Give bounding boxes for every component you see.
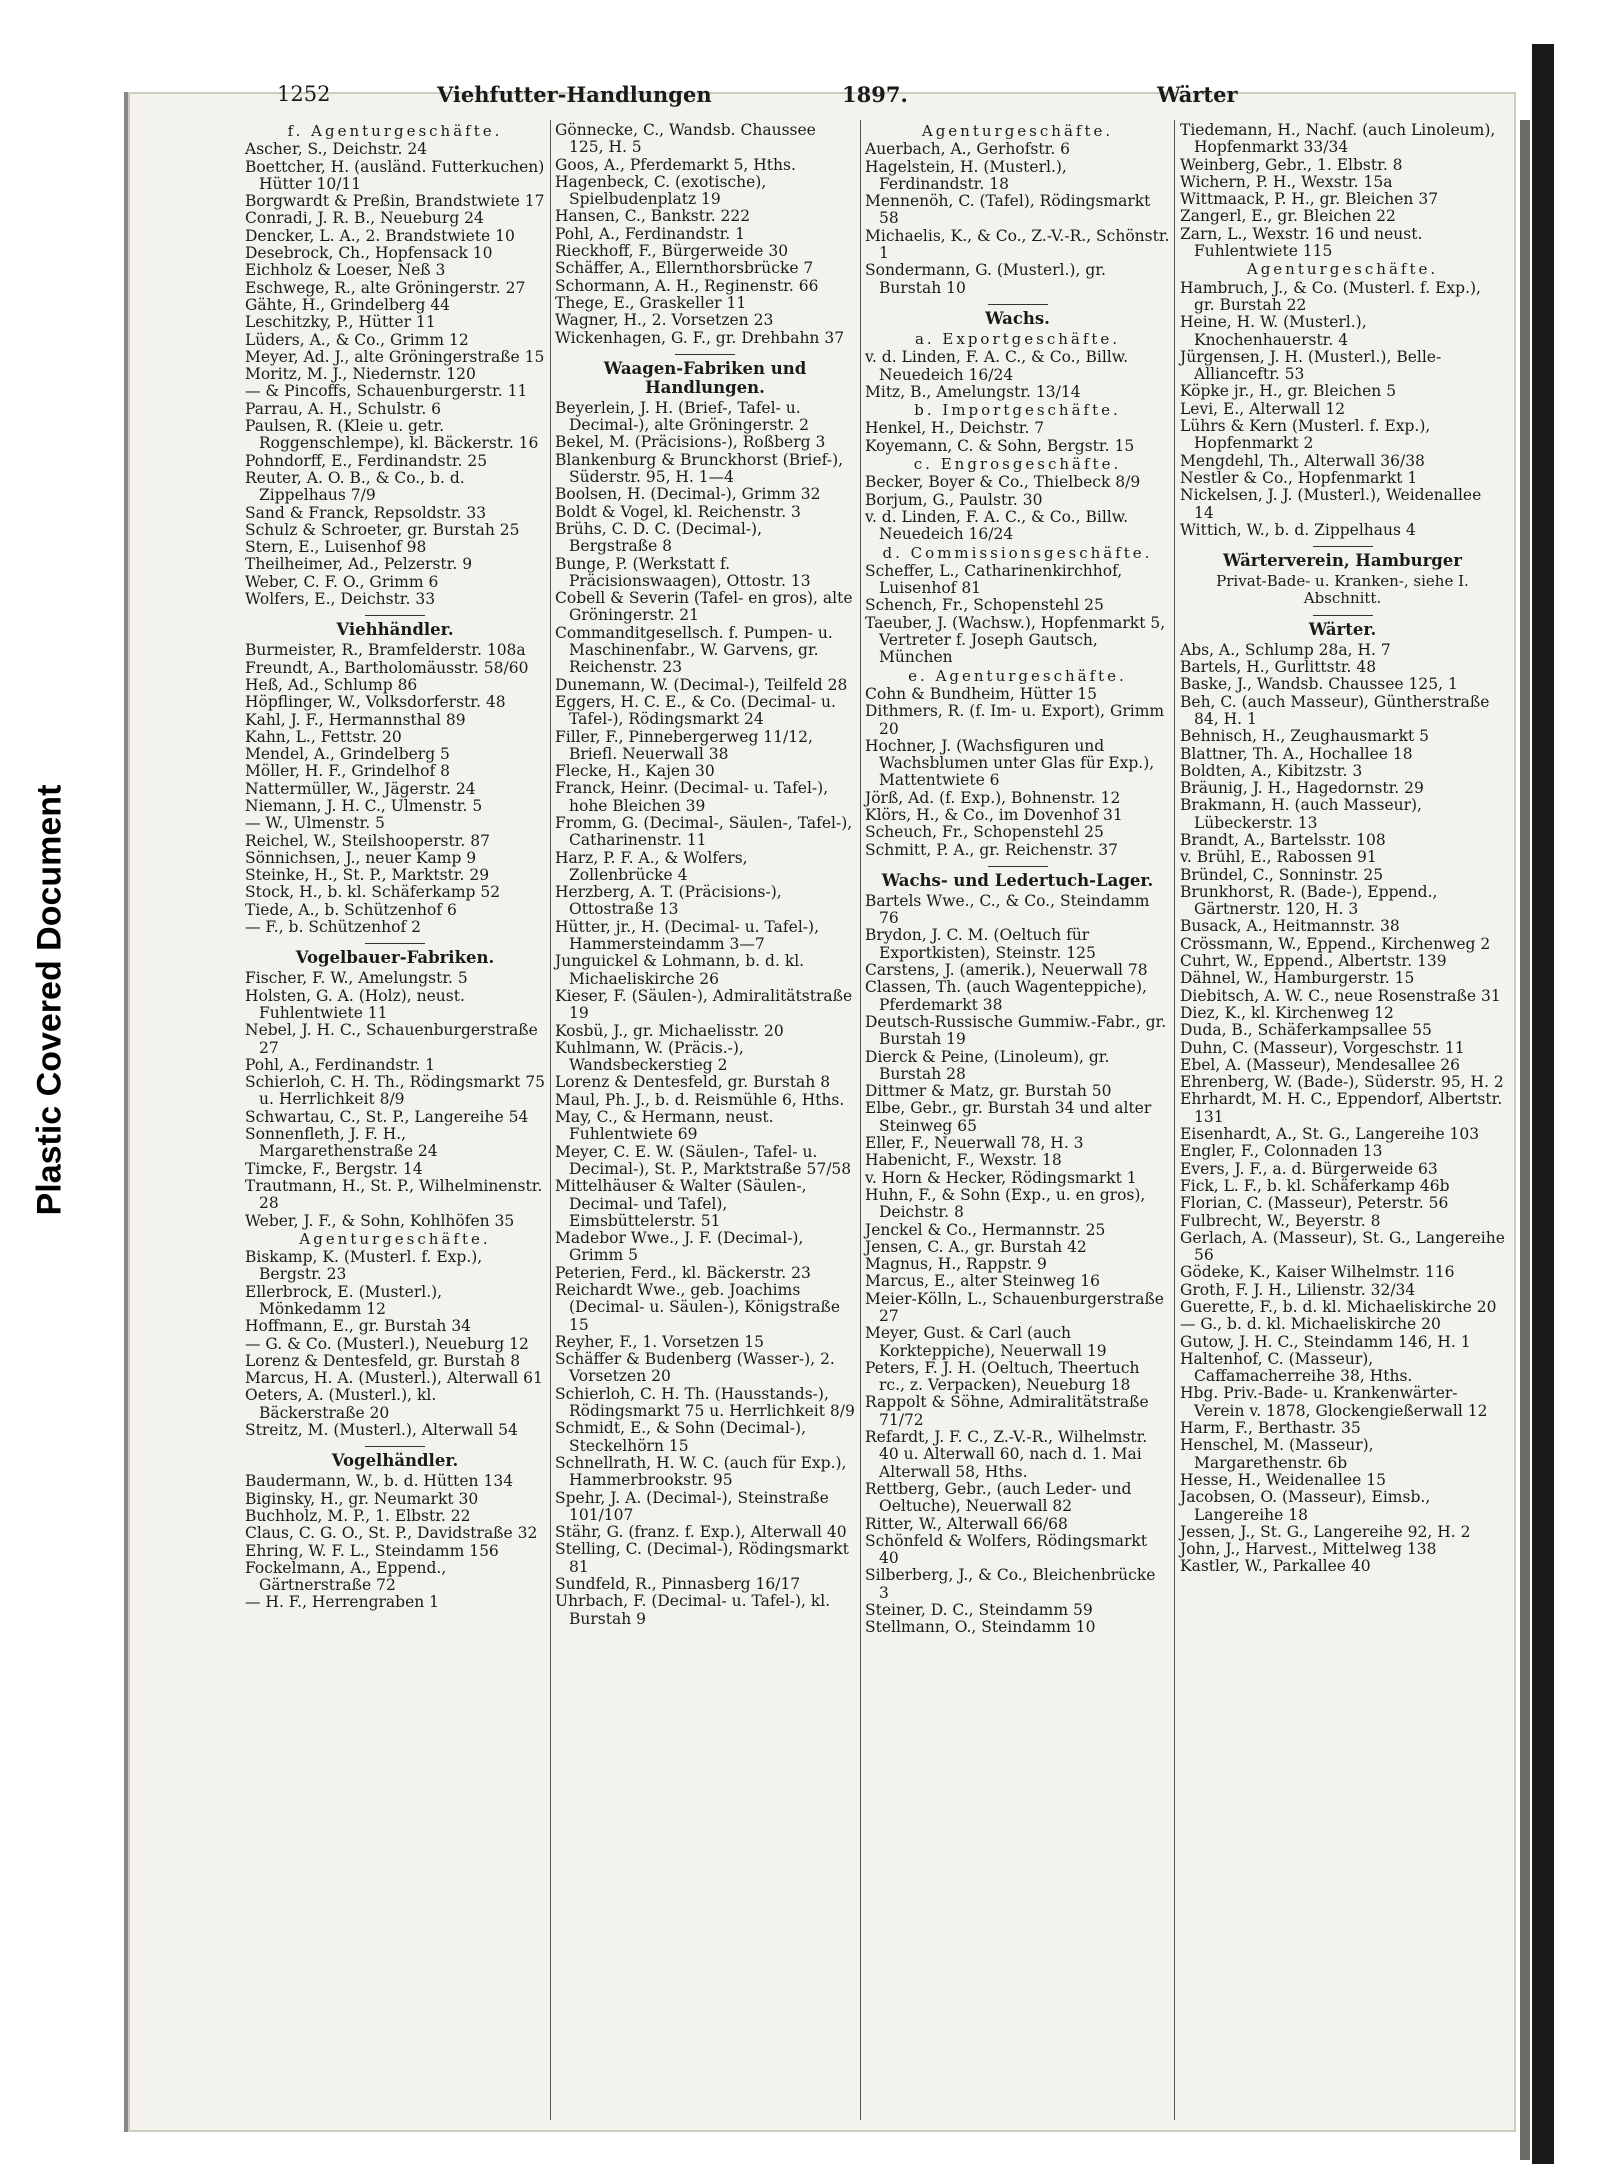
directory-entry: Meier-Kölln, L., Schauenburgerstraße 27: [865, 1289, 1164, 1325]
directory-entry: Schierloh, C. H. Th. (Hausstands-), Rödingsmarkt 75 u. Herrlichkeit 8/9: [555, 1384, 855, 1421]
directory-entry: Bräunig, J. H., Hagedornstr. 29: [1180, 779, 1424, 798]
directory-entry: Biskamp, K. (Musterl. f. Exp.), Bergstr. 23: [245, 1248, 483, 1284]
directory-entry: Brunkhorst, R. (Bade-), Eppend., Gärtnerstr. 120, H. 3: [1180, 882, 1438, 919]
directory-entry: Spehr, J. A. (Decimal-), Steinstraße 101/107: [555, 1488, 829, 1524]
directory-entry: Dähnel, W., Hamburgerstr. 15: [1180, 969, 1415, 988]
directory-entry: — G., b. d. kl. Michaeliskirche 20: [1180, 1315, 1441, 1334]
directory-entry: Mitz, B., Amelungstr. 13/14: [865, 382, 1081, 401]
directory-entry: Lüders, A., & Co., Grimm 12: [245, 330, 469, 349]
directory-entry: Biginsky, H., gr. Neumarkt 30: [245, 1489, 479, 1508]
section-rule: [1313, 615, 1373, 616]
directory-entry: Klörs, H., & Co., im Dovenhof 31: [865, 805, 1123, 824]
subsection-heading: d. Commissionsgeschäfte.: [882, 543, 1153, 562]
side-label: [0, 0, 100, 2177]
section-heading: Vogelbauer-Fabriken.: [295, 948, 495, 968]
directory-entry: Brühs, C. D. C. (Decimal-), Bergstraße 8: [555, 519, 763, 556]
section-rule: [365, 1446, 425, 1447]
directory-entry: Koyemann, C. & Sohn, Bergstr. 15: [865, 436, 1135, 455]
directory-entry: Bunge, P. (Werkstatt f. Präcisionswaagen), Ottostr. 13: [555, 554, 811, 590]
directory-entry: Classen, Th. (auch Wagenteppiche), Pferdemarkt 38: [865, 978, 1147, 1014]
directory-entry: Blattner, Th. A., Hochallee 18: [1180, 744, 1413, 763]
directory-entry: Goos, A., Pferdemarkt 5, Hths.: [555, 155, 796, 174]
directory-entry: Ebel, A. (Masseur), Mendesallee 26: [1180, 1055, 1461, 1074]
section-note: Privat-Bade- u. Kranken-, siehe I. Abschnitt.: [1216, 572, 1469, 608]
directory-entry: Commanditgesellsch. f. Pumpen- u. Maschinenfabr., W. Garvens, gr. Reichenstr. 23: [555, 623, 833, 677]
directory-entry: Jürgensen, J. H. (Musterl.), Belle-Allianceftr. 53: [1180, 347, 1442, 384]
directory-entry: Blankenburg & Brunckhorst (Brief-), Süderstr. 95, H. 1—4: [555, 450, 844, 487]
section-rule: [365, 615, 425, 616]
directory-entry: Zarn, L., Wexstr. 16 und neust. Fuhlentwiete 115: [1180, 224, 1423, 261]
section-heading: Wachs.: [985, 308, 1050, 328]
directory-entry: Herzberg, A. T. (Präcisions-), Ottostraße 13: [555, 883, 782, 919]
directory-entry: Groth, F. J. H., Lilienstr. 32/34: [1180, 1280, 1416, 1299]
directory-entry: Ellerbrock, E. (Musterl.), Mönkedamm 12: [245, 1282, 443, 1318]
directory-entry: Pohl, A., Ferdinandstr. 1: [245, 1055, 436, 1074]
subsection-heading: Agenturgeschäfte.: [299, 1229, 491, 1248]
directory-entry: Lührs & Kern (Musterl. f. Exp.), Hopfenmarkt 2: [1180, 417, 1431, 453]
directory-entry: v. d. Linden, F. A. C., & Co., Billw. Neuedeich 16/24: [865, 348, 1129, 384]
directory-entry: Holsten, G. A. (Holz), neust. Fuhlentwiete 11: [245, 986, 465, 1022]
directory-entry: Boldt & Vogel, kl. Reichenstr. 3: [555, 502, 801, 521]
directory-entry: Heine, H. W. (Musterl.), Knochenhauerstr. 4: [1180, 313, 1367, 349]
side-label-text: Plastic Covered Document: [30, 784, 69, 1216]
page-edge: [1532, 44, 1554, 2164]
directory-entry: Cuhrt, W., Eppend., Albertstr. 139: [1180, 952, 1447, 971]
directory-entry: Diez, K., kl. Kirchenweg 12: [1180, 1003, 1394, 1022]
directory-entry: Dittmer & Matz, gr. Burstah 50: [865, 1082, 1112, 1101]
directory-entry: Flecke, H., Kajen 30: [555, 762, 715, 781]
directory-entry: Mennenöh, C. (Tafel), Rödingsmarkt 58: [865, 192, 1151, 228]
directory-entry: Magnus, H., Rappstr. 9: [865, 1255, 1047, 1274]
directory-entry: Hesse, H., Weidenallee 15: [1180, 1470, 1386, 1489]
directory-entry: Pohndorff, E., Ferdinandstr. 25: [245, 451, 488, 470]
directory-entry: Mendel, A., Grindelberg 5: [245, 745, 450, 764]
directory-entry: Eller, F., Neuerwall 78, H. 3: [865, 1134, 1084, 1153]
directory-entry: Freundt, A., Bartholomäusstr. 58/60: [245, 658, 529, 677]
directory-entry: Peterien, Ferd., kl. Bäckerstr. 23: [555, 1263, 811, 1282]
directory-entry: Weber, C. F. O., Grimm 6: [245, 572, 439, 591]
directory-entry: Hagelstein, H. (Musterl.), Ferdinandstr. 18: [865, 157, 1067, 193]
directory-entry: Fockelmann, A., Eppend., Gärtnerstraße 72: [245, 1558, 447, 1595]
directory-entry: Pohl, A., Ferdinandstr. 1: [555, 224, 746, 243]
directory-entry: Mengdehl, Th., Alterwall 36/38: [1180, 451, 1425, 470]
directory-entry: — W., Ulmenstr. 5: [245, 814, 385, 833]
directory-entry: Duda, B., Schäferkampsallee 55: [1180, 1021, 1432, 1040]
directory-entry: Wichern, P. H., Wexstr. 15a: [1180, 172, 1393, 191]
section-heading: Vogelhändler.: [331, 1451, 459, 1471]
directory-entry: Kastler, W., Parkallee 40: [1180, 1557, 1371, 1576]
directory-entry: Bartels, H., Gurlittstr. 48: [1180, 658, 1377, 677]
directory-entry: Marcus, H. A. (Musterl.), Alterwall 61: [245, 1369, 543, 1388]
directory-entry: Marcus, E., alter Steinweg 16: [865, 1272, 1100, 1291]
directory-entry: Stelling, C. (Decimal-), Rödingsmarkt 81: [555, 1540, 849, 1576]
directory-entry: Baudermann, W., b. d. Hütten 134: [245, 1472, 514, 1491]
directory-entry: Hochner, J. (Wachsfiguren und Wachsblumen unter Glas für Exp.), Mattentwiete 6: [865, 736, 1155, 790]
directory-entry: Habenicht, F., Wexstr. 18: [865, 1151, 1062, 1170]
directory-entry: Köpke jr., H., gr. Bleichen 5: [1180, 382, 1397, 401]
directory-entry: Beyerlein, J. H. (Brief-, Tafel- u. Decimal-), alte Gröningerstr. 2: [555, 398, 809, 435]
directory-entry: Silberberg, J., & Co., Bleichenbrücke 3: [865, 1566, 1156, 1602]
directory-entry: Florian, C. (Masseur), Peterstr. 56: [1180, 1194, 1449, 1213]
directory-entry: Madebor Wwe., J. F. (Decimal-), Grimm 5: [555, 1229, 804, 1265]
directory-entry: Lorenz & Dentesfeld, gr. Burstah 8: [245, 1351, 521, 1370]
directory-entry: Schormann, A. H., Reginenstr. 66: [555, 276, 819, 295]
directory-entry: Ehrhardt, M. H. C., Eppendorf, Albertstr. 131: [1180, 1090, 1503, 1126]
directory-entry: Sundfeld, R., Pinnasberg 16/17: [555, 1575, 801, 1594]
directory-entry: Gerlach, A. (Masseur), St. G., Langereihe 56: [1180, 1228, 1505, 1265]
column-3: [865, 122, 1170, 1637]
directory-entry: Schmidt, E., & Sohn (Decimal-), Steckelhörn 15: [555, 1419, 806, 1455]
directory-entry: Reyher, F., 1. Vorsetzen 15: [555, 1332, 764, 1351]
directory-entry: Ehring, W. F. L., Steindamm 156: [245, 1541, 499, 1560]
page-running-head: Wärter: [1157, 82, 1238, 107]
directory-entry: Meyer, C. E. W. (Säulen-, Tafel- u. Decimal-), St. P., Marktstraße 57/58: [555, 1142, 852, 1178]
directory-entry: Kosbü, J., gr. Michaelisstr. 20: [555, 1021, 784, 1040]
page-title: Viehfutter-Handlungen: [437, 82, 712, 107]
directory-entry: v. Horn & Hecker, Rödingsmarkt 1: [865, 1168, 1137, 1187]
directory-entry: Lorenz & Dentesfeld, gr. Burstah 8: [555, 1073, 831, 1092]
directory-entry: Gönnecke, C., Wandsb. Chaussee 125, H. 5: [555, 121, 816, 157]
directory-entry: May, C., & Hermann, neust. Fuhlentwiete 69: [555, 1108, 774, 1144]
directory-entry: Bartels Wwe., C., & Co., Steindamm 76: [865, 891, 1150, 928]
directory-entry: Abs, A., Schlump 28a, H. 7: [1180, 640, 1391, 659]
directory-entry: Brydon, J. C. M. (Oeltuch für Exportkisten), Steinstr. 125: [865, 926, 1096, 962]
directory-entry: Ritter, W., Alterwall 66/68: [865, 1514, 1068, 1533]
directory-entry: Sonnenfleth, J. F. H., Margarethenstraße 24: [245, 1125, 438, 1161]
directory-entry: Wolfers, E., Deichstr. 33: [245, 590, 436, 609]
directory-entry: Gutow, J. H. C., Steindamm 146, H. 1: [1180, 1332, 1471, 1351]
directory-entry: Scheuch, Fr., Schopenstehl 25: [865, 823, 1104, 842]
directory-entry: Henkel, H., Deichstr. 7: [865, 419, 1045, 438]
directory-entry: Stern, E., Luisenhof 98: [245, 538, 427, 557]
directory-entry: Evers, J. F., a. d. Bürgerweide 63: [1180, 1159, 1438, 1178]
directory-entry: Rappolt & Söhne, Admiralitätstraße 71/72: [865, 1393, 1149, 1429]
directory-entry: Theilheimer, Ad., Pelzerstr. 9: [245, 555, 473, 574]
directory-entry: Buchholz, M. P., 1. Elbstr. 22: [245, 1506, 471, 1525]
directory-entry: Brandt, A., Bartelsstr. 108: [1180, 830, 1386, 849]
section-rule: [675, 354, 735, 355]
directory-entry: Gähte, H., Grindelberg 44: [245, 295, 451, 314]
section-heading: Wärterverein, Hamburger: [1222, 551, 1463, 571]
directory-entry: Wittich, W., b. d. Zippelhaus 4: [1180, 520, 1416, 539]
directory-entry: Trautmann, H., St. P., Wilhelminenstr. 28: [245, 1176, 543, 1213]
section-heading: Wärter.: [1308, 619, 1377, 639]
directory-entry: Oeters, A. (Musterl.), kl. Bäckerstraße 20: [245, 1386, 437, 1422]
directory-entry: Fulbrecht, W., Beyerstr. 8: [1180, 1211, 1381, 1230]
directory-entry: Sönnichsen, J., neuer Kamp 9: [245, 848, 477, 867]
directory-entry: — H. F., Herrengraben 1: [245, 1593, 440, 1612]
directory-entry: Stähr, G. (franz. f. Exp.), Alterwall 40: [555, 1523, 847, 1542]
section-rule: [988, 866, 1048, 867]
directory-entry: v. Brühl, E., Rabossen 91: [1180, 848, 1377, 867]
directory-entry: Hbg. Priv.-Bade- u. Krankenwärter-Verein v. 1878, Glockengießerwall 12: [1180, 1384, 1488, 1420]
directory-entry: Uhrbach, F. (Decimal- u. Tafel-), kl. Burstah 9: [555, 1592, 831, 1628]
directory-entry: Diebitsch, A. W. C., neue Rosenstraße 31: [1180, 986, 1501, 1005]
directory-entry: Maul, Ph. J., b. d. Reismühle 6, Hths.: [555, 1090, 845, 1109]
directory-entry: Wickenhagen, G. F., gr. Drehbahn 37: [555, 328, 845, 347]
directory-entry: Tiedemann, H., Nachf. (auch Linoleum), Hopfenmarkt 33/34: [1180, 121, 1496, 157]
directory-entry: Schönfeld & Wolfers, Rödingsmarkt 40: [865, 1531, 1148, 1568]
directory-entry: Stock, H., b. kl. Schäferkamp 52: [245, 883, 501, 902]
page-header: [147, 82, 1247, 120]
directory-entry: — & Pincoffs, Schauenburgerstr. 11: [245, 382, 528, 401]
directory-entry: Dierck & Peine, (Linoleum), gr. Burstah 28: [865, 1047, 1110, 1083]
section-rule: [988, 304, 1048, 305]
directory-entry: Weber, J. F., & Sohn, Kohlhöfen 35: [245, 1211, 515, 1230]
section-rule: [1313, 546, 1373, 547]
directory-entry: Nickelsen, J. J. (Musterl.), Weidenallee 14: [1180, 486, 1482, 522]
directory-entry: Paulsen, R. (Kleie u. getr. Roggenschlempe), kl. Bäckerstr. 16: [245, 417, 539, 453]
directory-entry: Haltenhof, C. (Masseur), Caffamacherreihe 38, Hths.: [1180, 1349, 1413, 1386]
directory-entry: John, J., Harvest., Mittelweg 138: [1180, 1540, 1437, 1559]
directory-entry: Streitz, M. (Musterl.), Alterwall 54: [245, 1421, 518, 1440]
directory-entry: Tiede, A., b. Schützenhof 6: [245, 900, 457, 919]
column-4: [1180, 122, 1505, 1576]
directory-entry: Eschwege, R., alte Gröningerstr. 27: [245, 278, 526, 297]
directory-entry: Harm, F., Berthastr. 35: [1180, 1419, 1361, 1438]
page-year: 1897.: [842, 82, 908, 107]
directory-entry: Nebel, J. H. C., Schauenburgerstraße 27: [245, 1021, 538, 1057]
directory-entry: Jörß, Ad. (f. Exp.), Bohnenstr. 12: [865, 788, 1121, 807]
directory-entry: Hoffmann, E., gr. Burstah 34: [245, 1317, 472, 1336]
subsection-heading: c. Engrosgeschäfte.: [913, 455, 1122, 474]
directory-entry: Weinberg, Gebr., 1. Elbstr. 8: [1180, 155, 1403, 174]
directory-entry: Sand & Franck, Repsoldstr. 33: [245, 503, 487, 522]
directory-entry: Scheffer, L., Catharinenkirchhof, Luisenhof 81: [865, 561, 1123, 598]
directory-entry: Fischer, F. W., Amelungstr. 5: [245, 969, 468, 988]
directory-entry: Ehrenberg, W. (Bade-), Süderstr. 95, H. 2: [1180, 1073, 1504, 1092]
directory-entry: Harz, P. F. A., & Wolfers, Zollenbrücke 4: [555, 848, 748, 884]
directory-entry: Wittmaack, P. H., gr. Bleichen 37: [1180, 190, 1439, 209]
subsection-heading: b. Importgeschäfte.: [914, 401, 1121, 420]
directory-entry: Conradi, J. R. B., Neueburg 24: [245, 209, 484, 228]
directory-entry: Nestler & Co., Hopfenmarkt 1: [1180, 468, 1418, 487]
directory-entry: Reichel, W., Steilshooperstr. 87: [245, 831, 490, 850]
directory-entry: Hütter, jr., H. (Decimal- u. Tafel-), Hammersteindamm 3—7: [555, 917, 819, 954]
directory-entry: Boolsen, H. (Decimal-), Grimm 32: [555, 485, 821, 504]
directory-entry: Steiner, D. C., Steindamm 59: [865, 1601, 1093, 1620]
directory-entry: Huhn, F., & Sohn (Exp., u. en gros), Deichstr. 8: [865, 1185, 1146, 1222]
directory-entry: Beh, C. (auch Masseur), Güntherstraße 84, H. 1: [1180, 692, 1490, 728]
directory-entry: Steinke, H., St. P., Marktstr. 29: [245, 866, 490, 885]
directory-entry: Borgwardt & Preßin, Brandstwiete 17: [245, 192, 545, 211]
directory-entry: Rieckhoff, F., Bürgerweide 30: [555, 242, 789, 261]
directory-entry: Kuhlmann, W. (Präcis.-), Wandsbeckerstieg 2: [555, 1038, 744, 1075]
directory-entry: Schulz & Schroeter, gr. Burstah 25: [245, 520, 520, 539]
directory-entry: Möller, H. F., Grindelhof 8: [245, 762, 450, 781]
directory-entry: Jessen, J., St. G., Langereihe 92, H. 2: [1180, 1522, 1471, 1541]
directory-entry: Claus, C. G. O., St. P., Davidstraße 32: [245, 1524, 538, 1543]
directory-entry: Meyer, Ad. J., alte Gröningerstraße 15: [245, 347, 545, 366]
directory-entry: Parrau, A. H., Schulstr. 6: [245, 399, 442, 418]
subsection-heading: Agenturgeschäfte.: [921, 122, 1114, 140]
column-divider: [1174, 120, 1175, 2120]
directory-entry: Dencker, L. A., 2. Brandstwiete 10: [245, 226, 515, 245]
directory-entry: Boettcher, H. (ausländ. Futterkuchen) Hütter 10/11: [245, 157, 545, 193]
directory-entry: Wagner, H., 2. Vorsetzen 23: [555, 311, 774, 330]
directory-entry: — F., b. Schützenhof 2: [245, 918, 421, 937]
directory-entry: Michaelis, K., & Co., Z.-V.-R., Schönstr. 1: [865, 226, 1170, 263]
directory-entry: Boldten, A., Kibitzstr. 3: [1180, 761, 1363, 780]
directory-entry: Reuter, A. O. B., & Co., b. d. Zippelhaus 7/9: [245, 468, 465, 505]
directory-entry: Taeuber, J. (Wachsw.), Hopfenmarkt 5, Vertreter f. Joseph Gautsch, München: [865, 613, 1166, 667]
directory-entry: Hagenbeck, C. (exotische), Spielbudenplatz 19: [555, 172, 767, 209]
subsection-heading: a. Exportgeschäfte.: [914, 329, 1121, 348]
directory-entry: Borjum, G., Paulstr. 30: [865, 490, 1043, 509]
directory-entry: Fromm, G. (Decimal-, Säulen-, Tafel-), Catharinenstr. 11: [555, 813, 853, 850]
section-rule: [365, 943, 425, 944]
directory-entry: Timcke, F., Bergstr. 14: [245, 1159, 423, 1178]
directory-entry: Jensen, C. A., gr. Burstah 42: [865, 1237, 1087, 1256]
directory-entry: Deutsch-Russische Gummiw.-Fabr., gr. Burstah 19: [865, 1012, 1167, 1049]
directory-entry: Elbe, Gebr., gr. Burstah 34 und alter Steinweg 65: [865, 1099, 1152, 1135]
directory-entry: Busack, A., Heitmannstr. 38: [1180, 917, 1400, 936]
directory-entry: Brakmann, H. (auch Masseur), Lübeckerstr. 13: [1180, 796, 1422, 832]
column-divider: [550, 120, 551, 2120]
directory-entry: Heß, Ad., Schlump 86: [245, 675, 418, 694]
directory-entry: Filler, F., Pinnebergerweg 11/12, Briefl. Neuerwall 38: [555, 727, 813, 763]
directory-entry: Höpflinger, W., Volksdorferstr. 48: [245, 693, 506, 712]
directory-entry: Jacobsen, O. (Masseur), Eimsb., Langereihe 18: [1180, 1488, 1431, 1524]
subsection-heading: Agenturgeschäfte.: [1246, 260, 1439, 279]
directory-entry: Desebrock, Ch., Hopfensack 10: [245, 244, 493, 263]
directory-entry: Carstens, J. (amerik.), Neuerwall 78: [865, 961, 1148, 980]
directory-entry: Reichardt Wwe., geb. Joachims (Decimal- u. Säulen-), Königstraße 15: [555, 1281, 840, 1334]
directory-entry: Thege, E., Graskeller 11: [555, 293, 747, 312]
directory-entry: Becker, Boyer & Co., Thielbeck 8/9: [865, 473, 1141, 492]
directory-entry: Schäffer & Budenberg (Wasser-), 2. Vorsetzen 20: [555, 1350, 835, 1386]
section-heading: Wachs- und Ledertuch-Lager.: [881, 870, 1154, 890]
directory-entry: Behnisch, H., Zeughausmarkt 5: [1180, 727, 1430, 746]
directory-entry: Cohn & Bundheim, Hütter 15: [865, 684, 1097, 703]
directory-entry: Henschel, M. (Masseur), Margarethenstr. 6b: [1180, 1436, 1374, 1472]
directory-entry: Peters, F. J. H. (Oeltuch, Theertuch rc., z. Verpacken), Neueburg 18: [865, 1358, 1140, 1395]
directory-entry: Stellmann, O., Steindamm 10: [865, 1618, 1096, 1637]
section-heading: Waagen-Fabriken und Handlungen.: [603, 358, 807, 397]
directory-entry: Junguickel & Lohmann, b. d. kl. Michaeliskirche 26: [555, 952, 805, 988]
column-2: [555, 122, 855, 1628]
directory-entry: Duhn, C. (Masseur), Vorgeschstr. 11: [1180, 1038, 1465, 1057]
directory-entry: Schwartau, C., St. P., Langereihe 54: [245, 1107, 529, 1126]
directory-entry: Baske, J., Wandsb. Chaussee 125, 1: [1180, 675, 1458, 694]
directory-entry: Burmeister, R., Bramfelderstr. 108a: [245, 641, 526, 660]
directory-entry: Auerbach, A., Gerhofstr. 6: [865, 140, 1071, 159]
directory-entry: Refardt, J. F. C., Z.-V.-R., Wilhelmstr. 40 u. Alterwall 60, nach d. 1. Mai Alterwall 58, Hths.: [865, 1428, 1148, 1481]
directory-entry: Leschitzky, P., Hütter 11: [245, 313, 436, 332]
directory-entry: Kahl, J. F., Hermannsthal 89: [245, 710, 466, 729]
directory-entry: Nattermüller, W., Jägerstr. 24: [245, 779, 476, 798]
directory-entry: — G. & Co. (Musterl.), Neueburg 12: [245, 1334, 529, 1353]
page-number: 1252: [277, 82, 331, 106]
directory-entry: Hambruch, J., & Co. (Musterl. f. Exp.), gr. Burstah 22: [1180, 278, 1481, 314]
directory-entry: Dithmers, R. (f. Im- u. Export), Grimm 20: [865, 702, 1165, 738]
directory-entry: Sondermann, G. (Musterl.), gr. Burstah 10: [865, 261, 1106, 297]
directory-entry: Ascher, S., Deichstr. 24: [245, 140, 428, 159]
directory-entry: Zangerl, E., gr. Bleichen 22: [1180, 207, 1396, 226]
directory-entry: Jenckel & Co., Hermannstr. 25: [865, 1220, 1106, 1239]
directory-entry: Mittelhäuser & Walter (Säulen-, Decimal- und Tafel), Eimsbüttelerstr. 51: [555, 1177, 807, 1230]
directory-entry: Eisenhardt, A., St. G., Langereihe 103: [1180, 1125, 1480, 1144]
directory-entry: Levi, E., Alterwall 12: [1180, 399, 1346, 418]
directory-entry: Niemann, J. H. C., Ulmenstr. 5: [245, 796, 483, 815]
directory-entry: Rettberg, Gebr., (auch Leder- und Oeltuche), Neuerwall 82: [865, 1479, 1132, 1516]
directory-entry: Bekel, M. (Präcisions-), Roßberg 3: [555, 433, 826, 452]
directory-entry: Gödeke, K., Kaiser Wilhelmstr. 116: [1180, 1263, 1455, 1282]
directory-entry: Schierloh, C. H. Th., Rödingsmarkt 75 u. Herrlichkeit 8/9: [245, 1073, 545, 1109]
directory-entry: Fick, L. F., b. kl. Schäferkamp 46b: [1180, 1176, 1450, 1195]
subsection-heading: e. Agenturgeschäfte.: [908, 666, 1127, 685]
directory-entry: Schench, Fr., Schopenstehl 25: [865, 596, 1104, 615]
directory-entry: Guerette, F., b. d. kl. Michaeliskirche 20: [1180, 1298, 1497, 1316]
directory-entry: Eichholz & Loeser, Neß 3: [245, 261, 446, 280]
directory-entry: Schnellrath, H. W. C. (auch für Exp.), Hammerbrookstr. 95: [555, 1453, 847, 1490]
directory-entry: Dunemann, W. (Decimal-), Teilfeld 28: [555, 675, 848, 694]
directory-entry: Crössmann, W., Eppend., Kirchenweg 2: [1180, 934, 1491, 953]
directory-entry: Hansen, C., Bankstr. 222: [555, 207, 751, 226]
directory-entry: v. d. Linden, F. A. C., & Co., Billw. Neuedeich 16/24: [865, 507, 1129, 544]
subsection-heading: f. Agenturgeschäfte.: [287, 122, 503, 140]
directory-entry: Cobell & Severin (Tafel- en gros), alte Gröningerstr. 21: [555, 589, 853, 625]
column-divider: [860, 120, 861, 2120]
directory-entry: Engler, F., Colonnaden 13: [1180, 1142, 1383, 1161]
page-edge-shadow: [1520, 120, 1530, 2160]
directory-entry: Kahn, L., Fettstr. 20: [245, 727, 402, 746]
directory-entry: Franck, Heinr. (Decimal- u. Tafel-), hohe Bleichen 39: [555, 779, 829, 815]
directory-entry: Eggers, H. C. E., & Co. (Decimal- u. Tafel-), Rödingsmarkt 24: [555, 692, 836, 729]
directory-entry: Kieser, F. (Säulen-), Admiralitätstraße 19: [555, 986, 853, 1023]
section-heading: Viehhändler.: [336, 620, 454, 640]
directory-entry: Moritz, M. J., Niedernstr. 120: [245, 365, 476, 384]
directory-entry: Schmitt, P. A., gr. Reichenstr. 37: [865, 840, 1118, 859]
directory-entry: Schäffer, A., Ellernthorsbrücke 7: [555, 259, 814, 278]
directory-entry: Bründel, C., Sonninstr. 25: [1180, 865, 1384, 884]
column-1: [245, 122, 545, 1612]
directory-entry: Meyer, Gust. & Carl (auch Korkteppiche), Neuerwall 19: [865, 1324, 1107, 1360]
